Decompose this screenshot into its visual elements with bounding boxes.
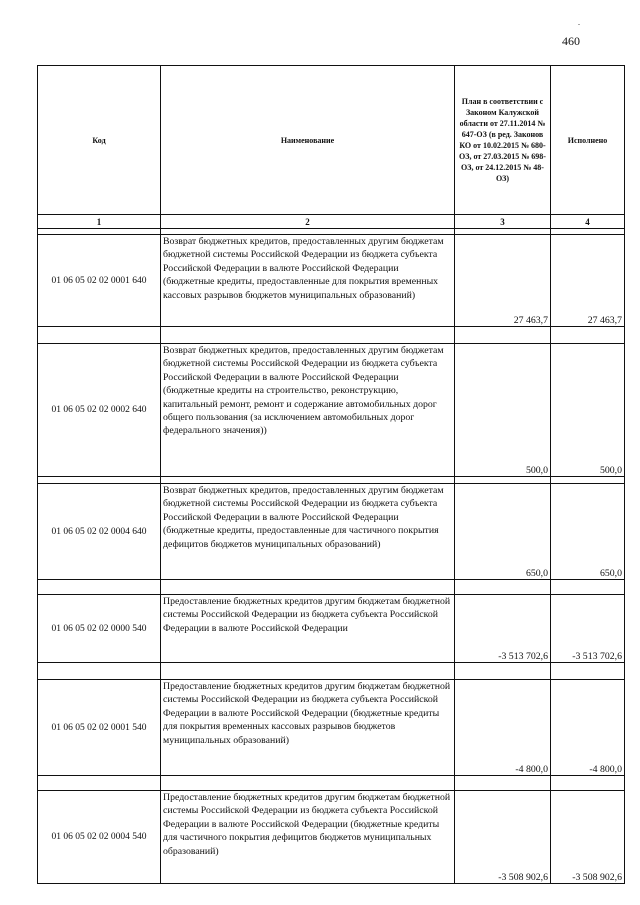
row-name: Возврат бюджетных кредитов, предоставленных другим бюджетам бюджетной системы Российской Федерации из бюджета субъекта Российской Федерации в валюте Российской Федерации (бюджетные кредиты на строительство, реконструкцию, капитальный ремонт, ремонт и содержание автомобильных дорог общего пользования (за исключением автомобильных дорог федерального значения)): [161, 344, 455, 477]
column-number: 4: [551, 215, 625, 229]
row-plan: 500,0: [455, 344, 551, 477]
table-row: [38, 344, 625, 477]
row-executed: -3 508 902,6: [551, 791, 625, 884]
header-executed: Исполнено: [551, 66, 625, 215]
header-row: [38, 66, 625, 215]
row-name: Предоставление бюджетных кредитов другим бюджетам бюджетной системы Российской Федерации из бюджета субъекта Российской Федерации в валюте Российской Федерации (бюджетные кредиты для частичного покрытия дефицитов бюджетов муниципальных образований): [161, 791, 455, 884]
column-number: 3: [455, 215, 551, 229]
row-plan: 650,0: [455, 484, 551, 580]
table-row: [38, 791, 625, 884]
row-code: 01 06 05 02 02 0000 540: [38, 595, 161, 663]
row-code: 01 06 05 02 02 0001 540: [38, 680, 161, 776]
table-row: [38, 484, 625, 580]
row-name: Возврат бюджетных кредитов, предоставленных другим бюджетам бюджетной системы Российской Федерации из бюджета субъекта Российской Федерации в валюте Российской Федерации (бюджетные кредиты, предоставленные для покрытия временных кассовых разрывов бюджетов муниципальных образований): [161, 235, 455, 327]
spacer-row: [38, 776, 625, 791]
row-executed: 500,0: [551, 344, 625, 477]
row-executed: -4 800,0: [551, 680, 625, 776]
column-number-row: [38, 215, 625, 229]
row-name: Возврат бюджетных кредитов, предоставленных другим бюджетам бюджетной системы Российской Федерации из бюджета субъекта Российской Федерации в валюте Российской Федерации (бюджетные кредиты, предоставленные для частичного покрытия дефицитов бюджетов муниципальных образований): [161, 484, 455, 580]
row-code: 01 06 05 02 02 0004 540: [38, 791, 161, 884]
header-code: Код: [38, 66, 161, 215]
header-name: Наименование: [161, 66, 455, 215]
row-code: 01 06 05 02 02 0004 640: [38, 484, 161, 580]
row-code: 01 06 05 02 02 0002 640: [38, 344, 161, 477]
row-plan: -4 800,0: [455, 680, 551, 776]
spacer-row: [38, 327, 625, 344]
page-number: 460: [562, 34, 580, 48]
row-code: 01 06 05 02 02 0001 640: [38, 235, 161, 327]
row-executed: 27 463,7: [551, 235, 625, 327]
table-row: [38, 235, 625, 327]
row-plan: 27 463,7: [455, 235, 551, 327]
column-number: 2: [161, 215, 455, 229]
table-row: [38, 595, 625, 663]
header-plan: План в соответствии с Законом Калужской области от 27.11.2014 № 647-ОЗ (в ред. Законов КО от 10.02.2015 № 680-ОЗ, от 27.03.2015 № 698-ОЗ, от 24.12.2015 № 48-ОЗ): [455, 66, 551, 215]
column-number: 1: [38, 215, 161, 229]
row-name: Предоставление бюджетных кредитов другим бюджетам бюджетной системы Российской Федерации из бюджета субъекта Российской Федерации в валюте Российской Федерации (бюджетные кредиты для покрытия временных кассовых разрывов бюджетов муниципальных образований): [161, 680, 455, 776]
row-plan: -3 508 902,6: [455, 791, 551, 884]
row-executed: -3 513 702,6: [551, 595, 625, 663]
page-mark: .: [578, 18, 580, 27]
spacer-row: [38, 477, 625, 484]
row-name: Предоставление бюджетных кредитов другим бюджетам бюджетной системы Российской Федерации из бюджета субъекта Российской Федерации в валюте Российской Федерации: [161, 595, 455, 663]
spacer-row: [38, 580, 625, 595]
row-plan: -3 513 702,6: [455, 595, 551, 663]
row-executed: 650,0: [551, 484, 625, 580]
spacer-row: [38, 663, 625, 680]
table-row: [38, 680, 625, 776]
budget-table: [37, 65, 625, 884]
